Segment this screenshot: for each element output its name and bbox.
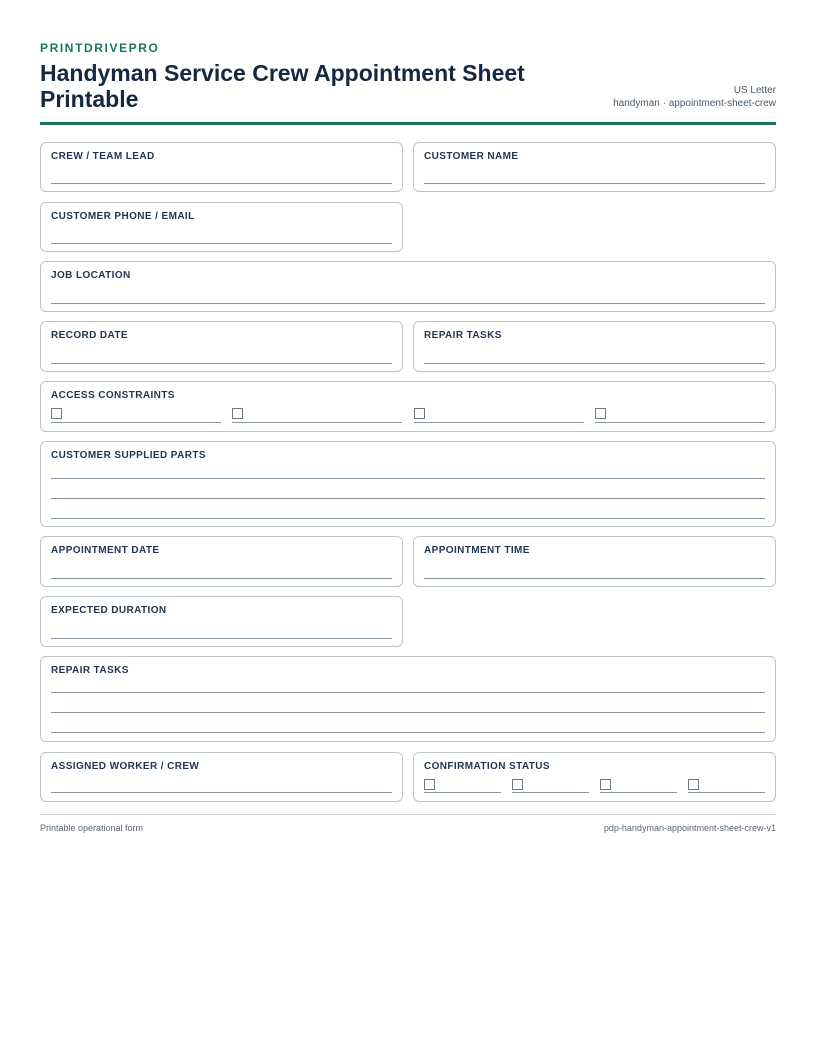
field-label: ACCESS CONSTRAINTS — [51, 390, 175, 401]
access-constraints-field — [40, 381, 776, 432]
appointment-date-field — [40, 536, 403, 587]
checkbox[interactable] — [688, 779, 699, 790]
write-line[interactable] — [51, 422, 221, 423]
field-label: CUSTOMER SUPPLIED PARTS — [51, 450, 206, 461]
document-meta — [613, 84, 776, 110]
write-line[interactable] — [424, 792, 501, 793]
write-line[interactable] — [512, 792, 589, 793]
checkbox[interactable] — [600, 779, 611, 790]
job-location-field — [40, 261, 776, 312]
field-label: REPAIR TASKS — [51, 665, 129, 676]
write-line[interactable] — [51, 692, 765, 693]
write-line[interactable] — [232, 422, 402, 423]
field-label: APPOINTMENT TIME — [424, 545, 530, 556]
write-line[interactable] — [688, 792, 765, 793]
write-line[interactable] — [424, 183, 765, 184]
field-label: CUSTOMER PHONE / EMAIL — [51, 211, 195, 222]
checkbox[interactable] — [424, 779, 435, 790]
field-label: CUSTOMER NAME — [424, 151, 519, 162]
footer-rule — [40, 814, 776, 815]
footer-caption: Printable operational form — [40, 823, 144, 833]
write-line[interactable] — [424, 363, 765, 364]
write-line[interactable] — [51, 578, 392, 579]
customer-phone-email-field — [40, 202, 403, 252]
repair-tasks-notes-field — [40, 656, 776, 742]
field-label: REPAIR TASKS — [424, 330, 502, 341]
form-id: pdp-handyman-appointment-sheet-crew-v1 — [603, 823, 776, 833]
customer-name-field — [413, 142, 776, 192]
record-date-field — [40, 321, 403, 372]
repair-tasks-field — [413, 321, 776, 372]
checkbox[interactable] — [595, 408, 606, 419]
page-title: Handyman Service Crew Appointment Sheet Printable — [40, 60, 525, 112]
assigned-worker-crew-field — [40, 752, 403, 802]
write-line[interactable] — [51, 638, 392, 639]
brand-name: PRINTDRIVEPRO — [40, 41, 160, 55]
write-line[interactable] — [424, 578, 765, 579]
write-line[interactable] — [51, 732, 765, 733]
write-line[interactable] — [51, 243, 392, 244]
field-label: EXPECTED DURATION — [51, 605, 167, 616]
header-rule — [40, 122, 776, 125]
field-label: CREW / TEAM LEAD — [51, 151, 155, 162]
write-line[interactable] — [600, 792, 677, 793]
checkbox[interactable] — [512, 779, 523, 790]
checkbox[interactable] — [51, 408, 62, 419]
field-label: CONFIRMATION STATUS — [424, 761, 550, 772]
write-line[interactable] — [51, 792, 392, 793]
write-line[interactable] — [414, 422, 584, 423]
document-tags: handyman · appointment-sheet-crew — [613, 98, 776, 109]
field-label: RECORD DATE — [51, 330, 128, 341]
paper-size: US Letter — [733, 85, 776, 96]
expected-duration-field — [40, 596, 403, 647]
write-line[interactable] — [595, 422, 765, 423]
field-label: ASSIGNED WORKER / CREW — [51, 761, 200, 772]
confirmation-status-field — [413, 752, 776, 802]
field-label: APPOINTMENT DATE — [51, 545, 160, 556]
write-line[interactable] — [51, 303, 765, 304]
write-line[interactable] — [51, 183, 392, 184]
customer-supplied-parts-field — [40, 441, 776, 527]
appointment-time-field — [413, 536, 776, 587]
write-line[interactable] — [51, 518, 765, 519]
field-label: JOB LOCATION — [51, 270, 131, 281]
write-line[interactable] — [51, 363, 392, 364]
crew-team-lead-field — [40, 142, 403, 192]
write-line[interactable] — [51, 712, 765, 713]
checkbox[interactable] — [414, 408, 425, 419]
write-line[interactable] — [51, 498, 765, 499]
write-line[interactable] — [51, 478, 765, 479]
checkbox[interactable] — [232, 408, 243, 419]
